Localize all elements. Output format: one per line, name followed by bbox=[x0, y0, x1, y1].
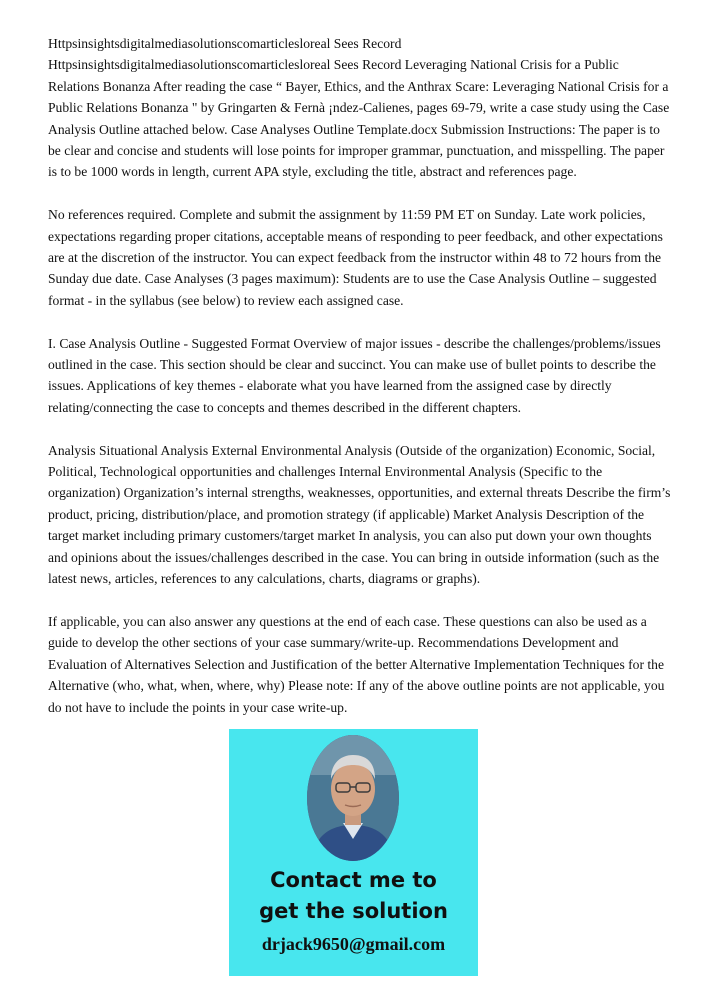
contact-promo-banner bbox=[229, 729, 478, 976]
promo-headline-line-1: Contact me to bbox=[270, 868, 437, 892]
paragraph-recommendations: If applicable, you can also answer any questions at the end of each case. These questions can also be used as a guide to develop the other sections of your case summary/write-up. Recommendations Development and Evaluation of Alternatives Selection and Justification of the better Alternative Implementation Techniques for the Alternative (who, what, when, where, why) Please note: If any of the above outline points are not applicable, you do not have to include the points in your case write-up. bbox=[48, 613, 665, 715]
avatar bbox=[307, 735, 399, 861]
promo-headline-line-2: get the solution bbox=[259, 899, 448, 923]
paragraph-submission-details: No references required. Complete and submit the assignment by 11:59 PM ET on Sunday. Late work policies, expectations regarding proper citations, acceptable means of responding to peer feedback, and other expectations are at the discretion of the instructor. You can expect feedback from the instructor within 48 to 72 hours from the Sunday due date. Case Analyses (3 pages maximum): Students are to use the Case Analysis Outline – suggested format - in the syllabus (see below) to review each assigned case. bbox=[48, 207, 663, 308]
paragraph-situational-analysis: Analysis Situational Analysis External Environmental Analysis (Outside of the organization) Economic, Social, Political, Technological opportunities and challenges Internal Environmental Analysis (Specific to the organization) Organization’s internal strengths, weaknesses, opportunities, and external threats Describe the firm’s product, pricing, distribution/place, and promotion strategy (if applicable) Market Analysis Description of the target market including primary customers/target market In analysis, you can also put down your own thoughts and opinions about the issues/challenges described in the case. You can bring in outside information (such as the latest news, articles, references to any calculations, charts, diagrams or graphs). bbox=[48, 442, 671, 587]
promo-headline bbox=[229, 865, 478, 927]
paragraph-outline-overview: I. Case Analysis Outline - Suggested Format Overview of major issues - describe the challenges/problems/issues outlined in the case. This section should be clear and succinct. You can make use of bullet points to describe the issues. Applications of key themes - elaborate what you have learned from the assigned case by directly relating/connecting the case to concepts and themes described in the different chapters. bbox=[48, 335, 661, 415]
document-body bbox=[48, 33, 672, 739]
contact-email-link[interactable]: drjack9650@gmail.com bbox=[261, 934, 446, 954]
person-portrait-icon bbox=[307, 735, 399, 861]
paragraph-assignment-intro: Httpsinsightsdigitalmediasolutionscomarticlesloreal Sees Record Httpsinsightsdigitalmediasolutionscomarticlesloreal Sees Record Leveraging National Crisis for a Public Relations Bonanza After reading the case “ Bayer, Ethics, and the Anthrax Scare: Leveraging National Crisis for a Public Relations Bonanza " by Gringarten & Fernà ¡ndez-Calienes, pages 69-79, write a case study using the Case Analysis Outline attached below. Case Analyses Outline Template.docx Submission Instructions: The paper is to be clear and concise and students will lose points for improper grammar, punctuation, and misspelling. The paper is to be 1000 words in length, current APA style, excluding the title, abstract and references page. bbox=[48, 36, 670, 180]
